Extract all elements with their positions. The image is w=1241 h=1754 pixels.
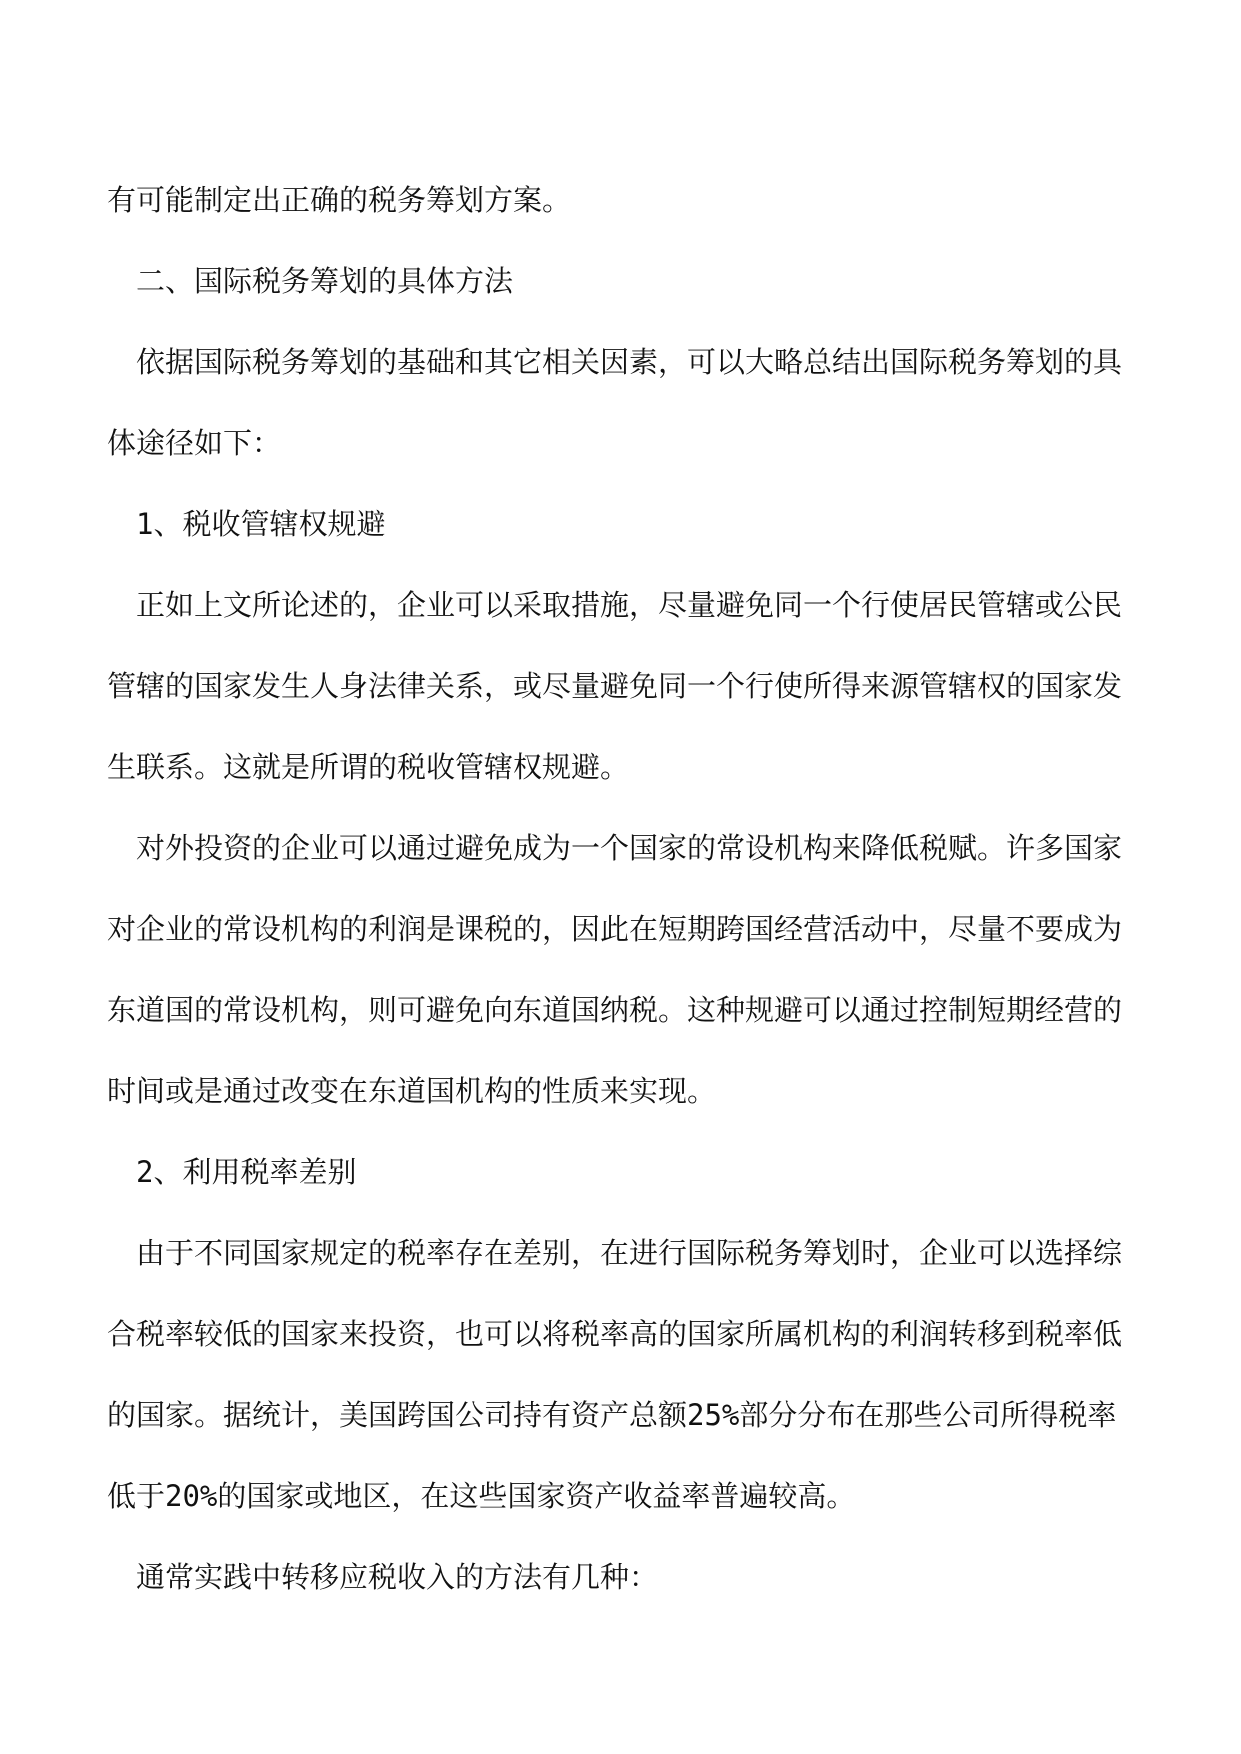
document-body [107,160,1137,1618]
paragraph: 正如上文所论述的，企业可以采取措施，尽量避免同一个行使居民管辖或公民管辖的国家发生人身法律关系，或尽量避免同一个行使所得来源管辖权的国家发生联系。这就是所谓的税收管辖权规避。 [107,588,1123,784]
section-heading: 二、国际税务筹划的具体方法 [136,264,514,298]
paragraph: 依据国际税务筹划的基础和其它相关因素，可以大略总结出国际税务筹划的具体途径如下： [107,345,1123,460]
paragraph: 由于不同国家规定的税率存在差别，在进行国际税务筹划时，企业可以选择综合税率较低的国家来投资，也可以将税率高的国家所属机构的利润转移到税率低的国家。据统计，美国跨国公司持有资产总额25%部分分布在那些公司所得税率低于20%的国家或地区，在这些国家资产收益率普遍较高。 [107,1236,1123,1513]
subsection-heading: 2、利用税率差别 [136,1155,357,1189]
paragraph: 通常实践中转移应税收入的方法有几种： [136,1560,659,1594]
subsection-heading: 1、税收管辖权规避 [136,507,386,541]
paragraph: 对外投资的企业可以通过避免成为一个国家的常设机构来降低税赋。许多国家对企业的常设机构的利润是课税的，因此在短期跨国经营活动中，尽量不要成为东道国的常设机构，则可避免向东道国纳税。这种规避可以通过控制短期经营的时间或是通过改变在东道国机构的性质来实现。 [107,831,1123,1108]
paragraph: 有可能制定出正确的税务筹划方案。 [107,183,572,217]
